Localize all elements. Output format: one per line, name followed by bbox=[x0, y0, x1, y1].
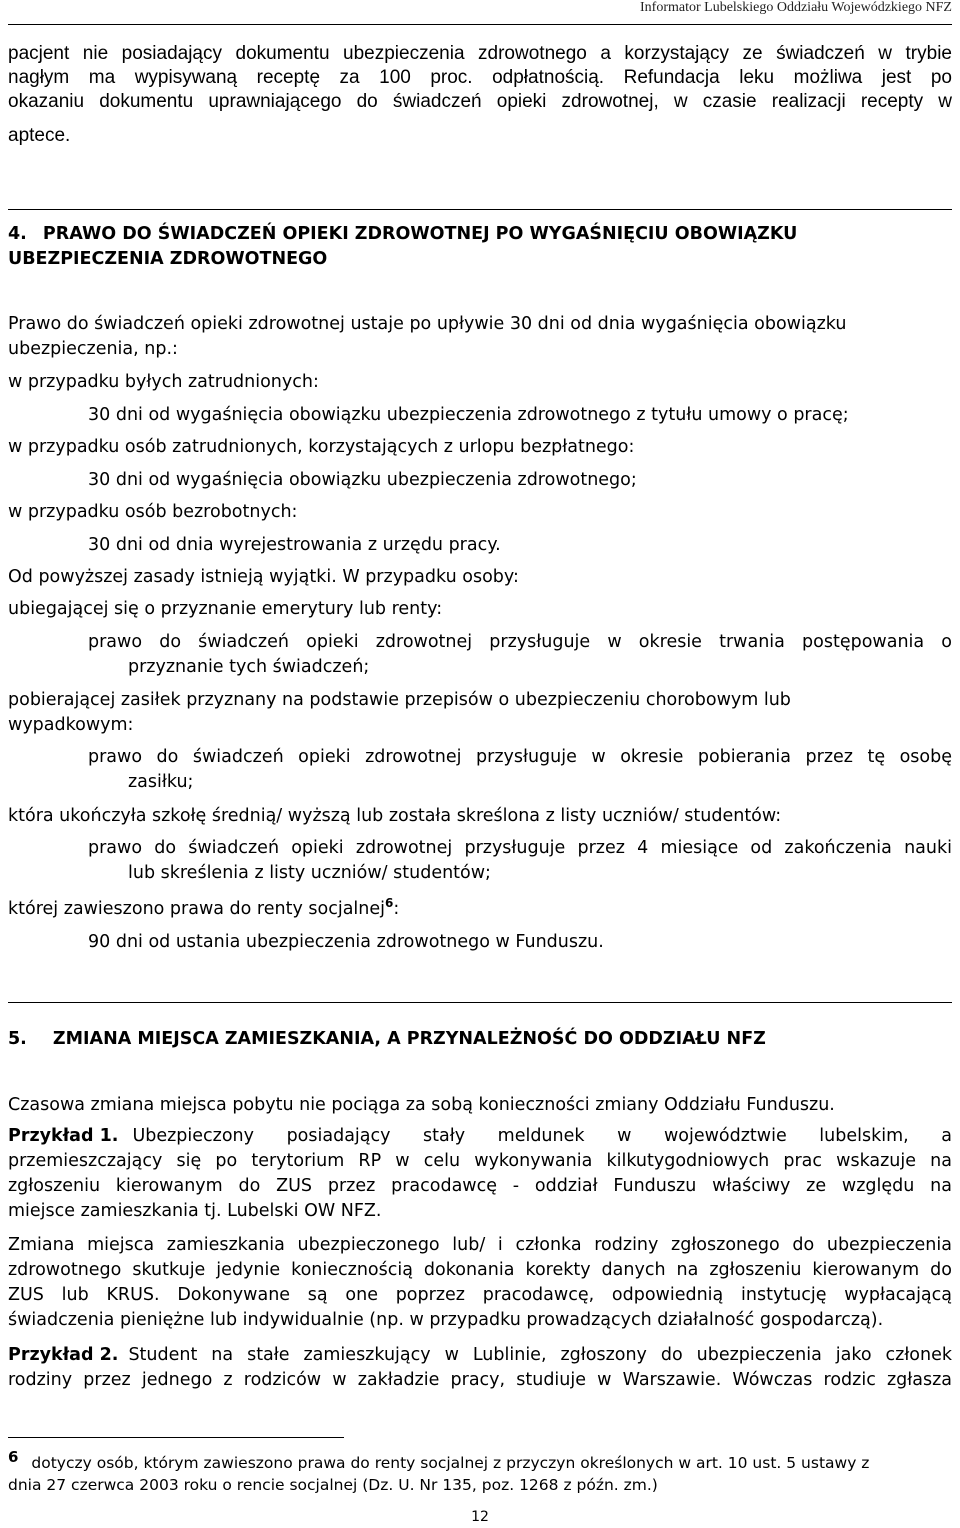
example-label-text: Przykład 1. bbox=[8, 1126, 119, 1146]
section-title: ZMIANA MIEJSCA ZAMIESZKANIA, A PRZYNALEŻNOŚĆ DO ODDZIAŁU NFZ bbox=[52, 1029, 766, 1049]
example-text-span: Ubezpieczony posiadający stały meldunek w województwie lubelskim, a bbox=[132, 1126, 952, 1146]
paragraph-line: świadczenia pieniężne lub indywidualnie (np. w przypadku prowadzących działalność gospodarczą). bbox=[8, 1310, 884, 1330]
paragraph-line: Zmiana miejsca zamieszkania ubezpieczonego lub/ i członka rodziny zgłoszonego do ubezpieczenia bbox=[8, 1235, 952, 1255]
case-label-text: której zawieszono prawa do renty socjalnej bbox=[8, 899, 385, 919]
example-line: rodziny przez jednego z rodziców w zakładzie pracy, studiuje w Warszawie. Wówczas rodzic zgłasza bbox=[8, 1370, 952, 1390]
case-label-block bbox=[8, 688, 952, 738]
example-2 bbox=[8, 1343, 952, 1393]
exceptions-intro: Od powyższej zasady istnieją wyjątki. W przypadku osoby: bbox=[8, 567, 519, 587]
footnote-mark: 6 bbox=[8, 1448, 19, 1466]
intro-line: nagłym ma wypisywaną receptę za 100 proc. odpłatnością. Refundacja leku możliwa jest po bbox=[8, 67, 952, 88]
example-line bbox=[8, 1124, 952, 1149]
section-number: 4. bbox=[8, 224, 27, 244]
section-title: PRAWO DO ŚWIADCZEŃ OPIEKI ZDROWOTNEJ PO WYGAŚNIĘCIU OBOWIĄZKU bbox=[42, 224, 798, 244]
example-line: miejsce zamieszkania tj. Lubelski OW NFZ. bbox=[8, 1201, 382, 1221]
example-line: przemieszczający się po terytorium RP w celu wykonywania kilkutygodniowych prac wskazuje na bbox=[8, 1151, 952, 1171]
case-rule-block bbox=[88, 836, 952, 886]
paragraph-line bbox=[8, 312, 952, 337]
example-1 bbox=[8, 1124, 952, 1224]
case-label: w przypadku osób zatrudnionych, korzystających z urlopu bezpłatnego: bbox=[8, 437, 635, 457]
paragraph: Czasowa zmiana miejsca pobytu nie pociąga za sobą konieczności zmiany Oddziału Funduszu. bbox=[8, 1095, 835, 1115]
example-line bbox=[8, 1343, 952, 1368]
section-5-heading bbox=[8, 1027, 766, 1052]
case-rule: 30 dni od dnia wyrejestrowania z urzędu pracy. bbox=[88, 535, 501, 555]
case-rule: 90 dni od ustania ubezpieczenia zdrowotnego w Funduszu. bbox=[88, 932, 604, 952]
section-4-heading bbox=[8, 222, 952, 272]
case-rule-line bbox=[88, 630, 952, 655]
case-label: która ukończyła szkołę średnią/ wyższą lub została skreślona z listy uczniów/ studentów: bbox=[8, 806, 782, 826]
intro-paragraph bbox=[8, 42, 952, 148]
example-label: Przykład 2. bbox=[8, 1345, 119, 1365]
case-label-line bbox=[8, 688, 952, 713]
case-rule-line: zasiłku; bbox=[128, 772, 194, 792]
paragraph bbox=[8, 1233, 952, 1333]
section-title-continued: UBEZPIECZENIA ZDROWOTNEGO bbox=[8, 249, 328, 269]
example-line: zgłoszeniu kierowanym do ZUS przez pracodawcę - oddział Funduszu właściwy ze względu na bbox=[8, 1176, 952, 1196]
case-label: w przypadku osób bezrobotnych: bbox=[8, 502, 298, 522]
example-text bbox=[132, 1124, 952, 1149]
intro-line bbox=[8, 42, 952, 66]
case-rule-text: prawo do świadczeń opieki zdrowotnej przysługuje przez 4 miesiące od zakończenia nauki bbox=[88, 838, 952, 858]
case-rule-line: przyznanie tych świadczeń; bbox=[128, 657, 370, 677]
case-rule-text: prawo do świadczeń opieki zdrowotnej przysługuje w okresie trwania postępowania o bbox=[88, 632, 952, 652]
case-label-colon: : bbox=[393, 899, 400, 919]
intro-line: aptece. bbox=[8, 125, 71, 146]
case-label: w przypadku byłych zatrudnionych: bbox=[8, 372, 319, 392]
intro-line-text: pacjent nie posiadający dokumentu ubezpieczenia zdrowotnego a korzystający ze świadczeń w trybie bbox=[8, 43, 952, 64]
section-4-title-line bbox=[8, 222, 952, 247]
footnote-line: dnia 27 czerwca 2003 roku o rencie socjalnej (Dz. U. Nr 135, poz. 1268 z późn. zm.) bbox=[8, 1476, 658, 1494]
footnote-line bbox=[8, 1448, 952, 1474]
case-rule: 30 dni od wygaśnięcia obowiązku ubezpieczenia zdrowotnego; bbox=[88, 470, 637, 490]
example-label bbox=[8, 1124, 118, 1149]
example-text: Student na stałe zamieszkujący w Lublinie, zgłoszony do ubezpieczenia jako członek bbox=[128, 1345, 952, 1365]
page-number: 12 bbox=[471, 1509, 489, 1525]
section-number: 5. bbox=[8, 1029, 27, 1049]
footnote bbox=[8, 1448, 952, 1496]
running-header: Informator Lubelskiego Oddziału Wojewódzkiego NFZ bbox=[640, 0, 952, 15]
section-divider bbox=[8, 209, 952, 210]
case-rule-line bbox=[88, 745, 952, 770]
case-rule-block bbox=[88, 745, 952, 795]
paragraph-line: ZUS lub KRUS. Dokonywane są one poprzez pracodawcę, odpowiednią instytucję wypłacającą bbox=[8, 1285, 952, 1305]
case-label: ubiegającej się o przyznanie emerytury lub renty: bbox=[8, 599, 443, 619]
paragraph-text: Prawo do świadczeń opieki zdrowotnej ustaje po upływie 30 dni od dnia wygaśnięcia obowiązku bbox=[8, 314, 847, 334]
case-rule-line: lub skreślenia z listy uczniów/ studentów; bbox=[128, 863, 491, 883]
case-label bbox=[8, 897, 399, 922]
case-rule-line bbox=[88, 836, 952, 861]
intro-line: okazaniu dokumentu uprawniającego do świadczeń opieki zdrowotnej, w czasie realizacji recepty w bbox=[8, 91, 952, 112]
footnote-ref[interactable]: 6 bbox=[385, 896, 394, 911]
case-rule-text: prawo do świadczeń opieki zdrowotnej przysługuje w okresie pobierania przez tę osobę bbox=[88, 747, 952, 767]
paragraph-line: zdrowotnego skutkuje jedynie koniecznością dokonania korekty danych na zgłoszeniu kierowanym do bbox=[8, 1260, 952, 1280]
header-rule bbox=[8, 24, 952, 25]
footnote-text: dotyczy osób, którym zawieszono prawa do renty socjalnej z przyczyn określonych w art. 10 ust. 5 ustawy z bbox=[31, 1454, 870, 1472]
footnote-rule bbox=[8, 1437, 344, 1438]
case-rule: 30 dni od wygaśnięcia obowiązku ubezpieczenia zdrowotnego z tytułu umowy o pracę; bbox=[88, 405, 849, 425]
case-label-text: pobierającej zasiłek przyznany na podstawie przepisów o ubezpieczeniu chorobowym lub bbox=[8, 690, 791, 710]
section-divider bbox=[8, 1002, 952, 1003]
section-4-body bbox=[8, 312, 952, 362]
case-rule-block bbox=[88, 630, 952, 680]
paragraph-line: ubezpieczenia, np.: bbox=[8, 339, 178, 359]
case-label-line: wypadkowym: bbox=[8, 715, 134, 735]
